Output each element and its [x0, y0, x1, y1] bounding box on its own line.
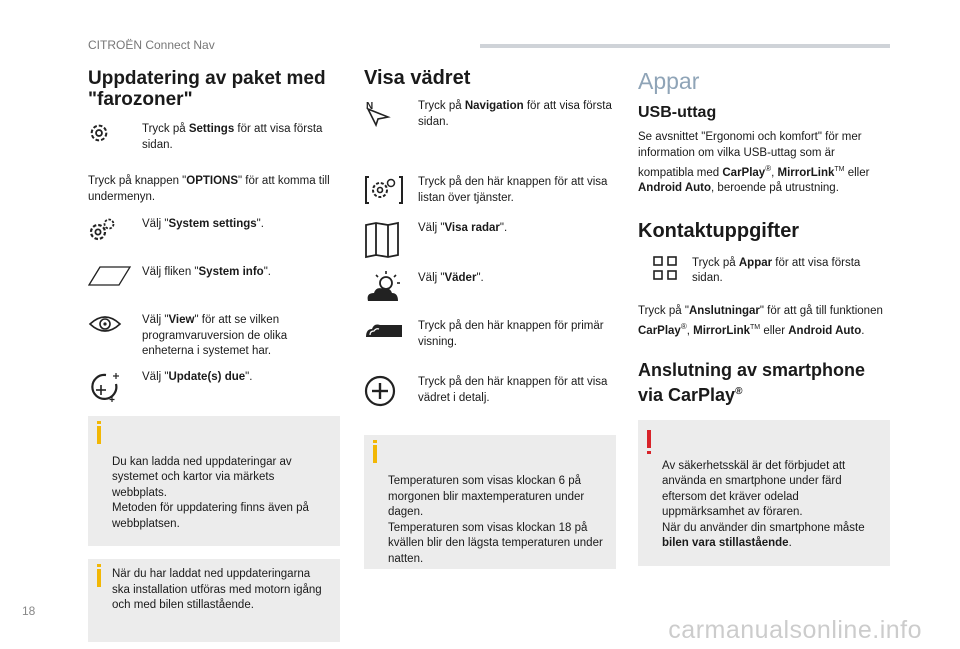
para-text: Tryck på " — [638, 304, 689, 317]
warning-note-carplay — [638, 420, 890, 566]
heading-sup: ® — [735, 385, 743, 397]
header-bar — [480, 44, 890, 48]
gear-icon — [88, 122, 142, 162]
services-icon — [364, 175, 418, 215]
step-radar — [364, 221, 616, 265]
note-bold: bilen vara stillastående — [662, 537, 789, 550]
step-bold: Settings — [188, 123, 235, 135]
info-icon — [97, 569, 101, 587]
map-icon — [364, 221, 418, 265]
step-bold: Visa radar — [444, 222, 500, 234]
step-text: Välj " — [418, 272, 445, 284]
step-text: Tryck på den här knappen för att visa vädret i detalj. — [418, 376, 608, 404]
note-text: Temperaturen som visas klockan 6 på morgonen blir maxtemperaturen under dagen. Temperaturen som visas klockan 18 på kvällen blir den lägsta temperaturen under natten. — [388, 475, 603, 565]
para-text: " för att gå till funktionen — [759, 304, 883, 317]
step-text: Tryck på den här knappen för att visa listan över tjänster. — [418, 176, 608, 204]
section-heading-weather: Visa vädret — [364, 67, 471, 89]
gears-icon — [88, 217, 142, 257]
step-text: Välj " — [142, 218, 169, 230]
para-bold: OPTIONS — [186, 175, 239, 187]
step-text: Tryck på — [142, 123, 189, 135]
step-text: Välj " — [418, 222, 445, 234]
step-bold: Väder — [444, 272, 477, 284]
para-sup: ® — [680, 322, 687, 332]
para-text: Se avsnittet "Ergonomi och komfort" för mer information om vilka USB-uttag som är kompatibla med — [638, 131, 862, 179]
step-view — [88, 313, 340, 360]
para-bold: CarPlay — [638, 325, 681, 338]
para-text: , — [771, 166, 778, 179]
step-text: för att visa första sidan. — [418, 100, 612, 128]
column-update-danger-zones — [88, 68, 340, 642]
step-detail — [364, 375, 616, 415]
step-text: för att visa första sidan. — [692, 256, 861, 285]
step-bold: System settings — [168, 218, 257, 230]
usb-paragraph — [638, 130, 890, 197]
heading-text: Anslutning av smartphone via CarPlay — [638, 359, 866, 405]
para-bold: Android Auto — [788, 325, 862, 338]
step-bold: Navigation — [464, 100, 524, 112]
step-text: ". — [499, 222, 508, 234]
step-text: ". — [245, 370, 253, 383]
para-text: . — [861, 325, 865, 338]
step-bold: System info — [198, 266, 264, 278]
section-heading-contact: Kontaktuppgifter — [638, 219, 800, 242]
step-settings — [88, 122, 340, 162]
note-text: . — [788, 537, 792, 550]
step-bold: View — [168, 314, 195, 326]
chapter-title: Appar — [638, 68, 700, 94]
step-text: Välj " — [142, 314, 169, 326]
para-sup: ® — [765, 164, 772, 173]
para-text: , — [686, 325, 694, 338]
step-text: Tryck på — [692, 256, 739, 269]
connections-paragraph — [638, 304, 890, 340]
page-number: 18 — [22, 604, 36, 618]
step-text: Tryck på den här knappen för primär visning. — [418, 320, 604, 348]
step-text: ". — [256, 218, 264, 230]
step-apps — [638, 256, 890, 296]
para-bold: MirrorLink — [777, 166, 835, 179]
weather-icon — [364, 271, 418, 311]
cloud-bar-icon — [364, 319, 418, 359]
plus-circle-icon — [364, 375, 418, 415]
section-heading-carplay — [638, 360, 890, 406]
para-sup: TM — [834, 166, 845, 173]
para-bold: Anslutningar — [688, 304, 760, 317]
info-note-download — [88, 416, 340, 547]
step-text: ". — [476, 272, 484, 284]
section-heading-update: Uppdatering av paket med "farozoner" — [88, 68, 326, 110]
navigation-icon — [364, 99, 418, 139]
step-text: Välj fliken " — [142, 266, 199, 278]
step-text: Tryck på — [418, 100, 465, 112]
para-text: Tryck på knappen " — [88, 175, 187, 187]
note-text: Du kan ladda ned uppdateringar av systemet och kartor via märkets webbplats. Metoden för uppdatering finns även på webbplatsen. — [112, 455, 309, 530]
column-weather — [364, 68, 616, 569]
note-text: När du har laddat ned uppdateringarna ska installation utföras med motorn igång och med bilen stillastående. — [112, 568, 322, 611]
para-bold: MirrorLink — [693, 325, 751, 338]
step-text: " för att se vilken programvaruversion de olika enheterna i systemet har. — [142, 314, 288, 357]
step-primary-view — [364, 319, 616, 359]
watermark: carmanualsonline.info — [668, 616, 922, 644]
apps-grid-icon — [638, 256, 692, 296]
step-updates-due — [88, 370, 340, 404]
tab-icon — [88, 265, 142, 305]
para-text: , beroende på utrustning. — [711, 182, 839, 195]
note-text: Av säkerhetsskäl är det förbjudet att använda en smartphone under färd eftersom det kräver odelad uppmärksamhet av föraren. När du använder din smartphone måste — [662, 459, 865, 534]
step-services — [364, 175, 616, 215]
warning-icon — [647, 430, 651, 448]
column-apps — [638, 68, 890, 566]
step-navigation — [364, 99, 616, 139]
options-paragraph — [88, 174, 340, 205]
para-bold: Android Auto — [638, 182, 712, 195]
para-text: eller — [760, 325, 789, 338]
step-text: Välj " — [142, 370, 169, 383]
info-note-temperature — [364, 435, 616, 569]
step-bold: Update(s) due — [168, 370, 246, 383]
para-text: eller — [844, 166, 870, 179]
step-text: för att visa första sidan. — [142, 123, 323, 151]
info-note-install — [88, 559, 340, 642]
section-heading-usb: USB-uttag — [638, 104, 717, 121]
step-bold: Appar — [738, 256, 773, 269]
eye-icon — [88, 313, 142, 353]
navigation-icon-letter: N — [366, 101, 374, 112]
para-bold: CarPlay — [722, 166, 766, 179]
step-weather — [364, 271, 616, 311]
info-icon — [373, 445, 377, 463]
update-icon — [88, 370, 142, 404]
step-text: ". — [263, 266, 271, 278]
para-text: " för att komma till undermenyn. — [88, 175, 330, 203]
para-sup: TM — [750, 324, 761, 332]
step-system-settings — [88, 217, 340, 257]
header-title: CITROËN Connect Nav — [88, 38, 215, 52]
step-system-info — [88, 265, 340, 305]
info-icon — [97, 426, 101, 444]
